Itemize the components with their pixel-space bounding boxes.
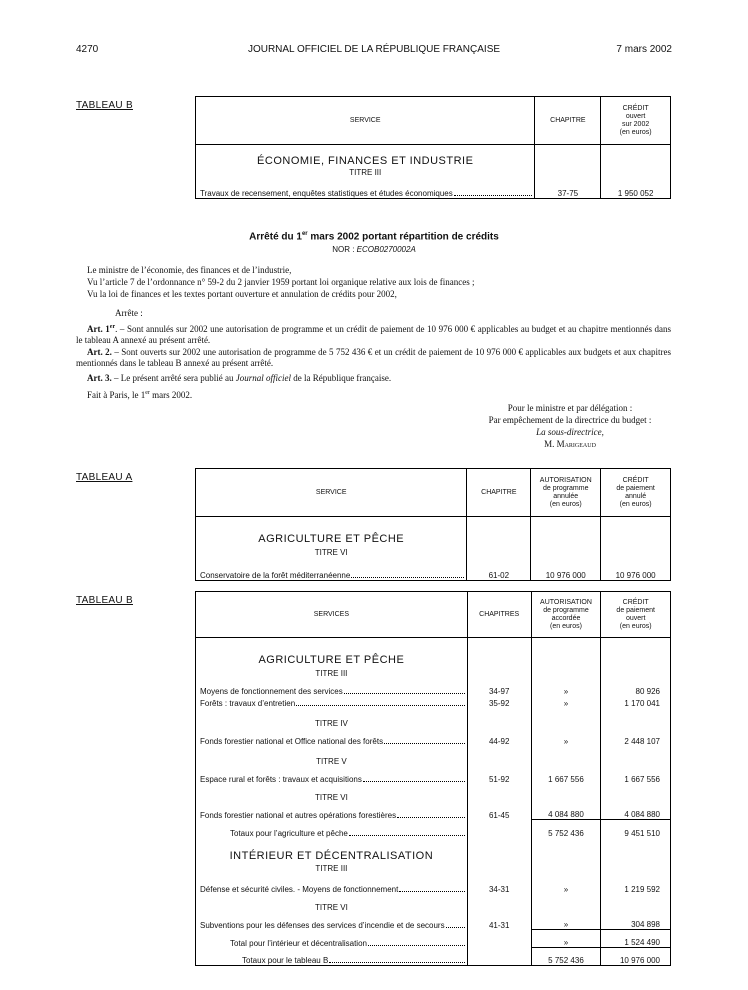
- tableau-b-label: TABLEAU B: [76, 595, 133, 606]
- titre-label: TITRE III: [196, 666, 468, 682]
- top-credit-table: [195, 96, 671, 199]
- table-row: Défense et sécurité civiles. - Moyens de fonctionnement 34-31 » 1 219 592: [196, 876, 671, 894]
- page-number: 4270: [76, 44, 99, 55]
- signature-line-2: Par empêchement de la directrice du budget :: [488, 415, 652, 425]
- titre-label: TITRE V: [196, 746, 468, 766]
- preamble-1: Le ministre de l’économie, des finances et de l’industrie,: [87, 265, 292, 275]
- arrete-word: Arrête :: [115, 308, 143, 318]
- arrete-title: Arrêté du 1er mars 2002 portant répartition de crédits: [249, 231, 499, 243]
- col-credit: CRÉDIT de paiement ouvert (en euros): [601, 592, 671, 638]
- preamble-3: Vu la loi de finances et les textes portant ouverture et annulation de crédits pour 2002,: [87, 289, 397, 299]
- table-row: Conservatoire de la forêt méditerranéenne 61-02 10 976 000 10 976 000: [196, 561, 671, 581]
- table-row: Fonds forestier national et autres opérations forestières 61-45 4 084 880 4 084 880: [196, 802, 671, 820]
- col-chapitre: CHAPITRE: [467, 469, 531, 517]
- titre-label: TITRE III: [196, 167, 535, 179]
- journal-title: JOURNAL OFFICIEL DE LA RÉPUBLIQUE FRANÇAISE: [247, 44, 501, 55]
- titre-label: TITRE III: [196, 862, 468, 876]
- table-row: Travaux de recensement, enquêtes statistiques et études économiques 37-75 1 950 052: [196, 179, 671, 199]
- titre-label: TITRE VI: [196, 784, 468, 802]
- col-chapitres: CHAPITRES: [467, 592, 531, 638]
- tableau-a-label: TABLEAU A: [76, 472, 133, 483]
- signature-line-3: La sous-directrice,: [536, 427, 604, 437]
- tableau-b-table: [195, 591, 671, 966]
- titre-label: TITRE VI: [196, 545, 467, 561]
- section-title: ÉCONOMIE, FINANCES ET INDUSTRIE: [196, 145, 535, 167]
- tableau-b-top-label: TABLEAU B: [76, 100, 133, 111]
- tableau-a-table: [195, 468, 671, 581]
- header-date: 7 mars 2002: [616, 44, 672, 55]
- table-row: Forêts : travaux d’entretien 35-92 » 1 170 041: [196, 696, 671, 708]
- article-1: Art. 1er. – Sont annulés sur 2002 une autorisation de programme et un crédit de paiement de 10 976 000 € applicables au budget et au chapitre mentionnés dans le tableau A annexé au présent arrêté.: [76, 324, 671, 345]
- section-title: AGRICULTURE ET PÊCHE: [196, 517, 467, 545]
- total-row: Total pour l’intérieur et décentralisation » 1 524 490: [196, 930, 671, 948]
- table-row: Fonds forestier national et Office national des forêts 44-92 » 2 448 107: [196, 728, 671, 746]
- col-services: SERVICES: [196, 592, 468, 638]
- article-3: Art. 3. – Le présent arrêté sera publié au Journal officiel de la République française.: [87, 373, 392, 383]
- nor-reference: NOR : ECOB0270002A: [332, 245, 416, 254]
- signature-line-1: Pour le ministre et par délégation :: [507, 403, 633, 413]
- col-service: SERVICE: [196, 469, 467, 517]
- section-title: AGRICULTURE ET PÊCHE: [196, 638, 468, 666]
- signatory-name: M. Marigeaud: [544, 439, 596, 449]
- col-autorisation: AUTORISATION de programme accordée (en euros): [531, 592, 601, 638]
- col-chapitre: CHAPITRE: [535, 97, 601, 145]
- col-service: SERVICE: [196, 97, 535, 145]
- preamble-2: Vu l’article 7 de l’ordonnance n° 59-2 du 2 janvier 1959 portant loi organique relative aux lois de finances ;: [87, 277, 475, 287]
- table-row: Subventions pour les défenses des services d’incendie et de secours 41-31 » 304 898: [196, 912, 671, 930]
- section-title: INTÉRIEUR ET DÉCENTRALISATION: [196, 838, 468, 862]
- table-row: Moyens de fonctionnement des services 34-97 » 80 926: [196, 682, 671, 696]
- grand-total-row: Totaux pour le tableau B 5 752 436 10 976 000: [196, 948, 671, 966]
- titre-label: TITRE IV: [196, 708, 468, 728]
- col-credit: CRÉDIT de paiement annulé (en euros): [601, 469, 671, 517]
- fait-a-paris: Fait à Paris, le 1er mars 2002.: [87, 390, 193, 400]
- table-row: Espace rural et forêts : travaux et acquisitions 51-92 1 667 556 1 667 556: [196, 766, 671, 784]
- total-row: Totaux pour l’agriculture et pêche 5 752 436 9 451 510: [196, 820, 671, 838]
- titre-label: TITRE VI: [196, 894, 468, 912]
- article-2: Art. 2. – Sont ouverts sur 2002 une autorisation de programme de 5 752 436 € et un crédit de paiement de 10 976 000 € applicables aux budgets et aux chapitres mentionnés dans le tableau B annexé au présent arrêté.: [76, 347, 671, 368]
- col-credit: CRÉDIT ouvert sur 2002 (en euros): [601, 97, 671, 145]
- col-autorisation: AUTORISATION de programme annulée (en euros): [531, 469, 601, 517]
